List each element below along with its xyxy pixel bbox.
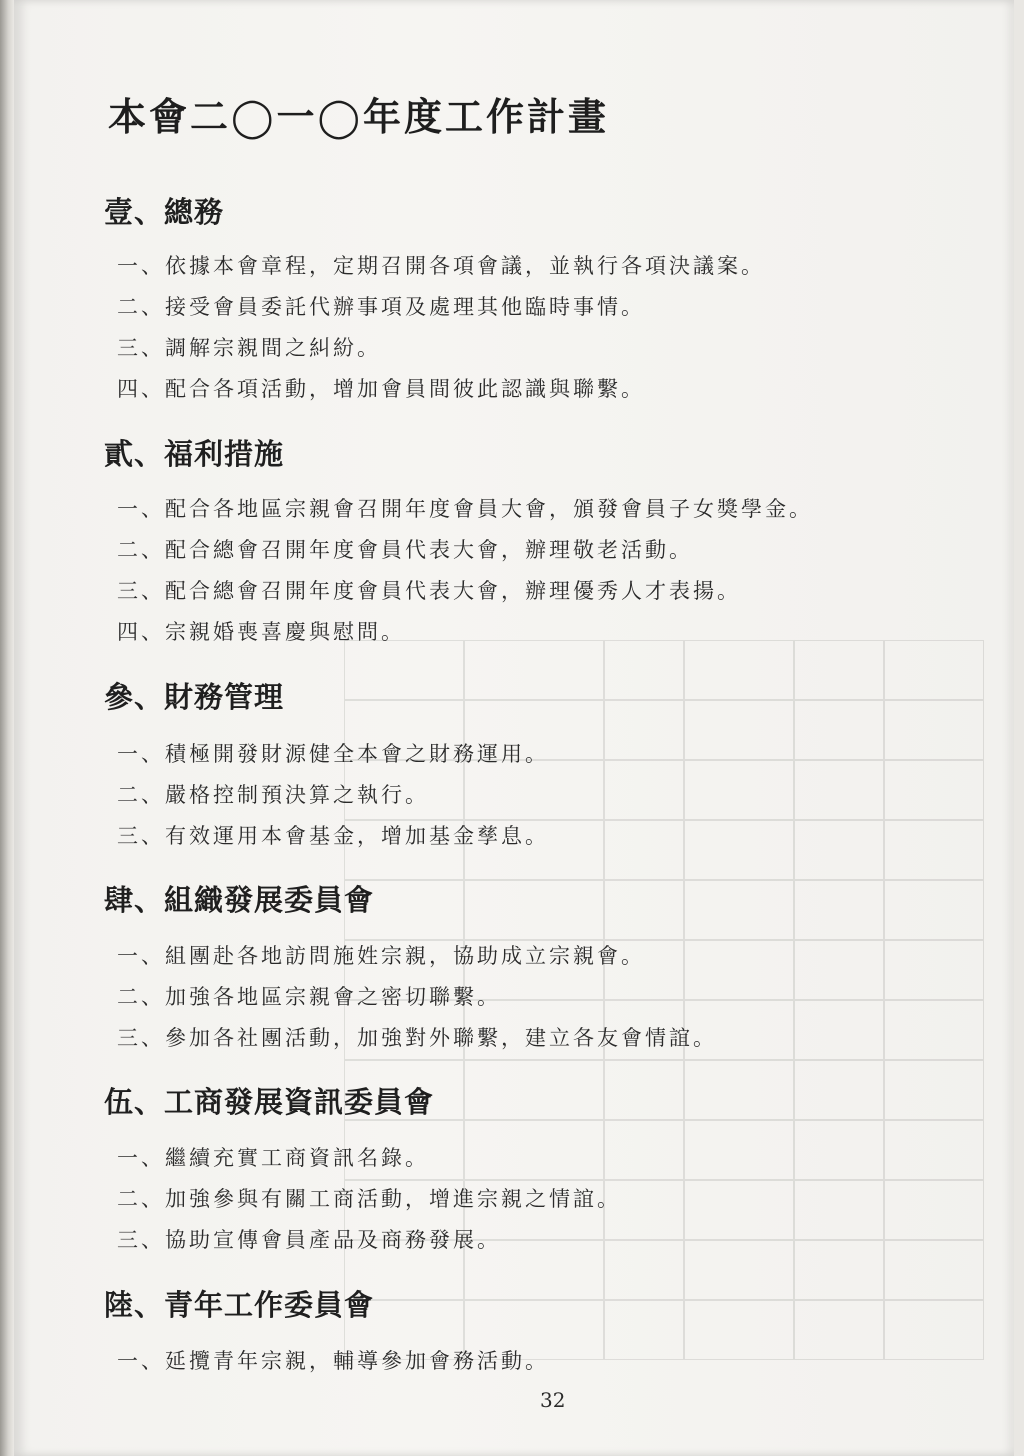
list-item: 一、積極開發財源健全本會之財務運用。	[117, 742, 549, 766]
list-item: 一、配合各地區宗親會召開年度會員大會，頒發會員子女獎學金。	[117, 497, 813, 521]
section-heading-youth: 陸、青年工作委員會	[104, 1288, 375, 1322]
list-item: 三、配合總會召開年度會員代表大會，辦理優秀人才表揚。	[117, 579, 741, 603]
list-item: 一、依據本會章程，定期召開各項會議，並執行各項決議案。	[117, 254, 765, 278]
list-item: 一、組團赴各地訪問施姓宗親，協助成立宗親會。	[117, 944, 645, 968]
page-edge	[0, 0, 14, 1456]
list-item: 三、調解宗親間之糾紛。	[117, 336, 381, 360]
list-item: 二、加強參與有關工商活動，增進宗親之情誼。	[117, 1187, 621, 1211]
section-heading-organization: 肆、組織發展委員會	[104, 883, 375, 917]
page-title: 本會二◯一◯年度工作計畫	[108, 95, 610, 139]
list-item: 二、嚴格控制預決算之執行。	[117, 783, 429, 807]
list-item: 四、配合各項活動，增加會員間彼此認識與聯繫。	[117, 377, 645, 401]
section-heading-commerce: 伍、工商發展資訊委員會	[104, 1085, 435, 1119]
list-item: 二、配合總會召開年度會員代表大會，辦理敬老活動。	[117, 538, 693, 562]
list-item: 一、延攬青年宗親，輔導參加會務活動。	[117, 1349, 549, 1373]
list-item: 三、協助宣傳會員產品及商務發展。	[117, 1228, 501, 1252]
list-item: 二、加強各地區宗親會之密切聯繫。	[117, 985, 501, 1009]
page-number: 32	[540, 1388, 566, 1412]
list-item: 一、繼續充實工商資訊名錄。	[117, 1146, 429, 1170]
list-item: 三、有效運用本會基金，增加基金孳息。	[117, 824, 549, 848]
list-item: 二、接受會員委託代辦事項及處理其他臨時事情。	[117, 295, 645, 319]
list-item: 三、參加各社團活動，加強對外聯繫，建立各友會情誼。	[117, 1026, 717, 1050]
section-heading-finance: 參、財務管理	[104, 680, 285, 714]
list-item: 四、宗親婚喪喜慶與慰問。	[117, 620, 405, 644]
section-heading-welfare: 貳、福利措施	[104, 437, 285, 471]
section-heading-general-affairs: 壹、總務	[104, 195, 225, 229]
